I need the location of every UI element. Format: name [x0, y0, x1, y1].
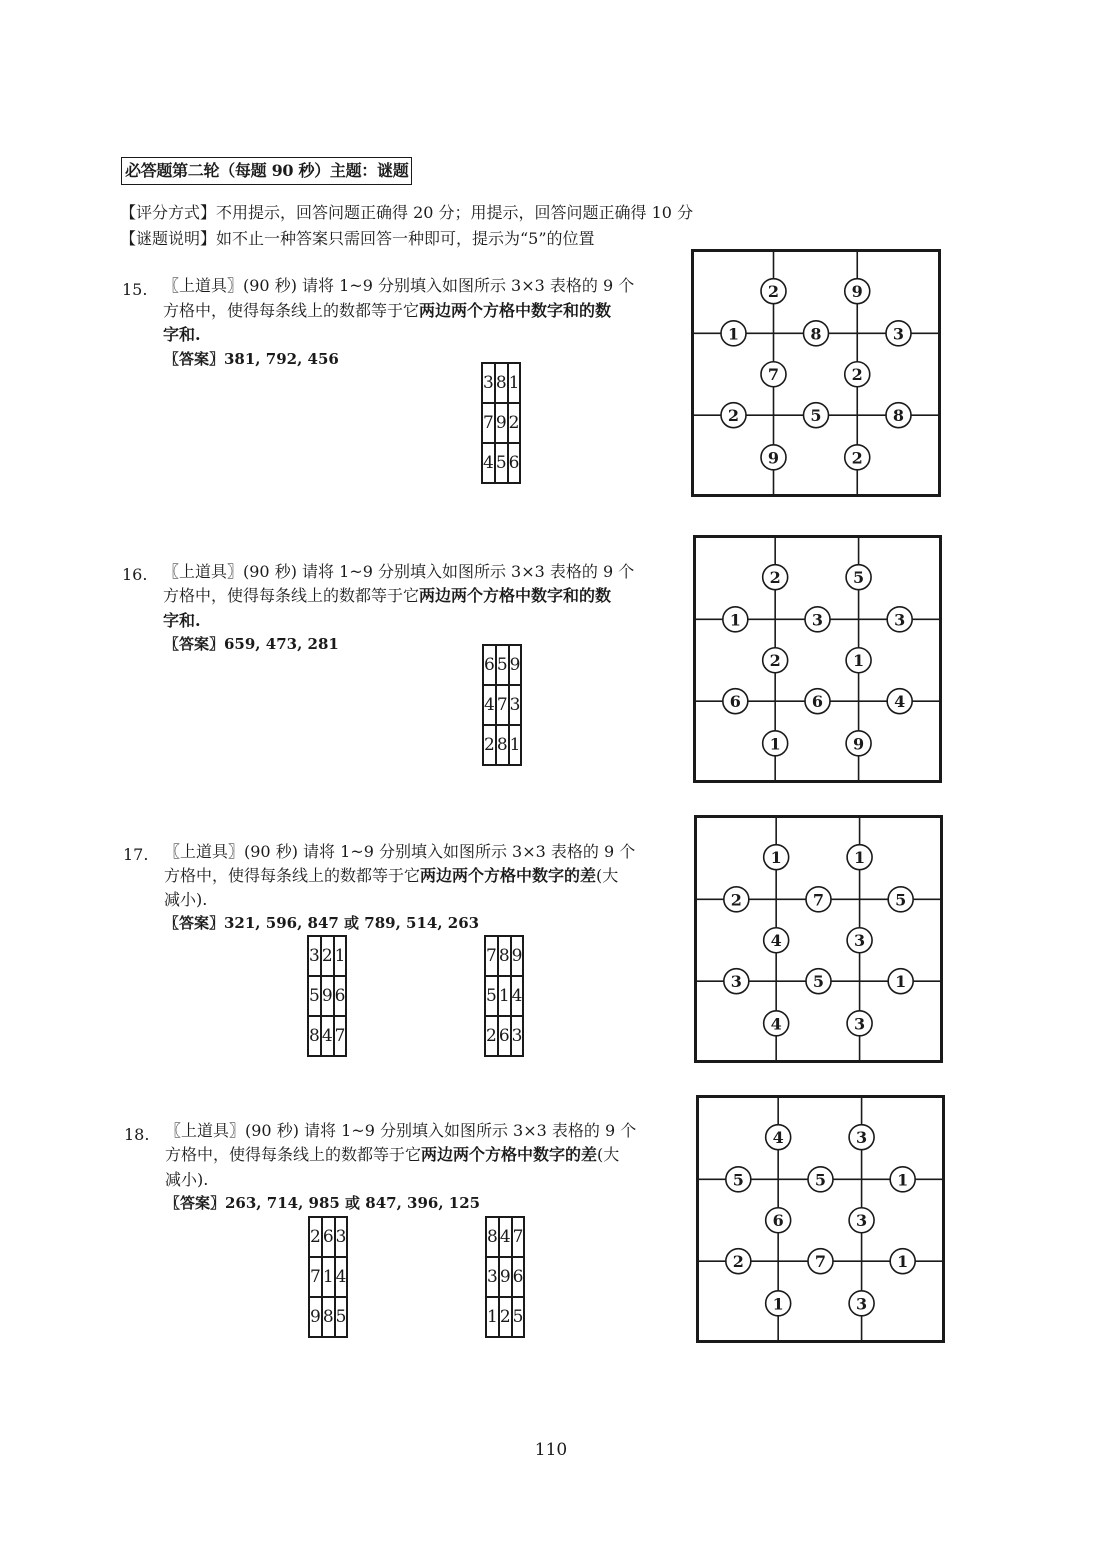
- question-text-line-3: 字和.: [163, 325, 201, 344]
- puzzle-diagram: [693, 535, 942, 783]
- question-text-line-1: 〖上道具〗(90 秒) 请将 1~9 分别填入如图所示 3×3 表格的 9 个: [164, 842, 636, 861]
- question-number: 18.: [124, 1125, 150, 1144]
- circle-number: 7: [814, 1252, 827, 1272]
- grid-cell: 8: [498, 936, 511, 976]
- circle-number: 3: [856, 1211, 868, 1231]
- circle-number: 1: [727, 324, 740, 344]
- grid-cell: 6: [512, 1257, 525, 1297]
- grid-cell: 3: [482, 363, 495, 403]
- grid-cell: 7: [512, 1217, 525, 1257]
- grid-cell: 1: [498, 976, 511, 1016]
- question-text-line-3: 减小).: [165, 1170, 209, 1189]
- answer-grid: [481, 362, 521, 484]
- circle-number: 2: [767, 282, 780, 302]
- grid-cell: 4: [335, 1257, 348, 1297]
- question-number: 15.: [122, 280, 148, 299]
- puzzle-frame: [693, 251, 940, 496]
- grid-cell: 6: [334, 976, 347, 1016]
- circle-number: 5: [812, 972, 825, 992]
- grid-cell: 3: [509, 685, 522, 725]
- grid-cell: 2: [485, 1016, 498, 1056]
- grid-cell: 6: [322, 1217, 335, 1257]
- grid-cell: 5: [308, 976, 321, 1016]
- answer-text: 〖答案〗381, 792, 456: [164, 350, 339, 368]
- circle-number: 1: [895, 972, 907, 992]
- circle-number: 1: [897, 1170, 909, 1190]
- grid-cell: 1: [509, 725, 522, 765]
- circle-number: 3: [730, 972, 742, 992]
- grid-cell: 3: [511, 1016, 524, 1056]
- circle-number: 5: [810, 406, 822, 426]
- puzzle-diagram: [694, 815, 943, 1063]
- circle-number: 2: [851, 448, 863, 468]
- question-text-line-2: 方格中，使得每条线上的数都等于它两边两个方格中数字和的数: [163, 301, 612, 320]
- circle-number: 9: [853, 734, 865, 754]
- circle-number: 7: [812, 890, 825, 910]
- grid-cell: 9: [511, 936, 524, 976]
- circle-number: 3: [811, 610, 824, 630]
- grid-cell: 6: [508, 443, 521, 483]
- grid-cell: 7: [334, 1016, 347, 1056]
- question-text-line-1: 〖上道具〗(90 秒) 请将 1~9 分别填入如图所示 3×3 表格的 9 个: [165, 1121, 637, 1140]
- circle-number: 5: [732, 1170, 744, 1190]
- grid-cell: 9: [495, 403, 508, 443]
- grid-cell: 6: [498, 1016, 511, 1056]
- grid-cell: 2: [499, 1297, 512, 1337]
- question-number: 16.: [122, 565, 148, 584]
- circle-number: 4: [770, 1014, 782, 1034]
- answer-grid: [308, 1216, 348, 1338]
- scoring-rule: 【评分方式】不用提示，回答问题正确得 20 分；用提示，回答问题正确得 10 分: [120, 203, 694, 222]
- page-number: 110: [534, 1440, 568, 1460]
- circle-number: 5: [895, 890, 907, 910]
- circle-number: 7: [767, 365, 780, 385]
- circle-number: 4: [770, 931, 782, 951]
- answer-text: 〖答案〗321, 596, 847 或 789, 514, 263: [164, 914, 480, 932]
- circle-number: 1: [729, 610, 741, 630]
- grid-cell: 2: [309, 1217, 322, 1257]
- grid-cell: 4: [499, 1217, 512, 1257]
- circle-number: 8: [892, 406, 905, 426]
- grid-cell: 3: [486, 1257, 499, 1297]
- answer-grid: [484, 935, 524, 1057]
- grid-cell: 8: [495, 363, 508, 403]
- puzzle-frame: [695, 537, 941, 782]
- grid-cell: 1: [508, 363, 521, 403]
- grid-cell: 9: [499, 1257, 512, 1297]
- section-title: 必答题第二轮（每题 90 秒）主题：谜题: [121, 157, 412, 185]
- grid-cell: 1: [486, 1297, 499, 1337]
- puzzle-note: 【谜题说明】如不止一种答案只需回答一种即可，提示为“5”的位置: [120, 229, 595, 248]
- circle-number: 3: [856, 1128, 868, 1148]
- circle-number: 3: [894, 610, 906, 630]
- circle-number: 4: [772, 1128, 784, 1148]
- circle-number: 3: [856, 1294, 868, 1314]
- puzzle-diagram: [691, 249, 941, 497]
- grid-cell: 9: [309, 1297, 322, 1337]
- grid-cell: 8: [496, 725, 509, 765]
- grid-cell: 5: [495, 443, 508, 483]
- circle-number: 2: [730, 890, 742, 910]
- grid-cell: 3: [308, 936, 321, 976]
- grid-cell: 5: [496, 645, 509, 685]
- grid-cell: 4: [511, 976, 524, 1016]
- question-text-line-3: 减小).: [164, 890, 208, 909]
- circle-number: 1: [853, 651, 865, 671]
- question-number: 17.: [123, 845, 149, 864]
- grid-cell: 1: [334, 936, 347, 976]
- grid-cell: 4: [483, 685, 496, 725]
- answer-grid: [307, 935, 347, 1057]
- grid-cell: 8: [486, 1217, 499, 1257]
- puzzle-frame: [698, 1097, 944, 1342]
- grid-cell: 7: [482, 403, 495, 443]
- circle-number: 1: [770, 848, 782, 868]
- circle-number: 2: [769, 568, 781, 588]
- circle-number: 1: [772, 1294, 784, 1314]
- grid-cell: 7: [309, 1257, 322, 1297]
- puzzle-diagram: [696, 1095, 945, 1343]
- circle-number: 1: [854, 848, 866, 868]
- grid-cell: 8: [308, 1016, 321, 1056]
- circle-number: 8: [810, 324, 822, 344]
- grid-cell: 4: [321, 1016, 334, 1056]
- question-text-line-3: 字和.: [163, 611, 201, 630]
- answer-text: 〖答案〗659, 473, 281: [164, 635, 339, 653]
- grid-cell: 5: [512, 1297, 525, 1337]
- circle-number: 3: [854, 931, 866, 951]
- grid-cell: 5: [335, 1297, 348, 1337]
- grid-cell: 2: [508, 403, 521, 443]
- question-text-line-2: 方格中，使得每条线上的数都等于它两边两个方格中数字和的数: [163, 586, 612, 605]
- circle-number: 6: [729, 692, 741, 712]
- circle-number: 1: [897, 1252, 909, 1272]
- grid-cell: 1: [322, 1257, 335, 1297]
- question-text-line-2: 方格中，使得每条线上的数都等于它两边两个方格中数字的差(大: [165, 1145, 620, 1164]
- grid-cell: 7: [485, 936, 498, 976]
- circle-number: 5: [814, 1170, 827, 1190]
- grid-cell: 3: [335, 1217, 348, 1257]
- question-text-line-2: 方格中，使得每条线上的数都等于它两边两个方格中数字的差(大: [164, 866, 619, 885]
- question-text-line-1: 〖上道具〗(90 秒) 请将 1~9 分别填入如图所示 3×3 表格的 9 个: [163, 562, 635, 581]
- circle-number: 9: [767, 448, 780, 468]
- circle-number: 1: [769, 734, 781, 754]
- grid-cell: 6: [483, 645, 496, 685]
- circle-number: 6: [772, 1211, 784, 1231]
- question-text-line-1: 〖上道具〗(90 秒) 请将 1~9 分别填入如图所示 3×3 表格的 9 个: [163, 276, 635, 295]
- answer-grid: [482, 644, 522, 766]
- circle-number: 4: [894, 692, 906, 712]
- answer-grid: [485, 1216, 525, 1338]
- circle-number: 2: [769, 651, 781, 671]
- circle-number: 2: [727, 406, 740, 426]
- circle-number: 5: [853, 568, 865, 588]
- grid-cell: 8: [322, 1297, 335, 1337]
- puzzle-frame: [696, 817, 942, 1062]
- grid-cell: 7: [496, 685, 509, 725]
- grid-cell: 4: [482, 443, 495, 483]
- answer-text: 〖答案〗263, 714, 985 或 847, 396, 125: [165, 1194, 481, 1212]
- grid-cell: 9: [509, 645, 522, 685]
- circle-number: 2: [732, 1252, 744, 1272]
- grid-cell: 2: [483, 725, 496, 765]
- circle-number: 9: [851, 282, 863, 302]
- circle-number: 3: [854, 1014, 866, 1034]
- circle-number: 3: [892, 324, 905, 344]
- grid-cell: 5: [485, 976, 498, 1016]
- circle-number: 6: [811, 692, 824, 712]
- grid-cell: 9: [321, 976, 334, 1016]
- circle-number: 2: [851, 365, 863, 385]
- grid-cell: 2: [321, 936, 334, 976]
